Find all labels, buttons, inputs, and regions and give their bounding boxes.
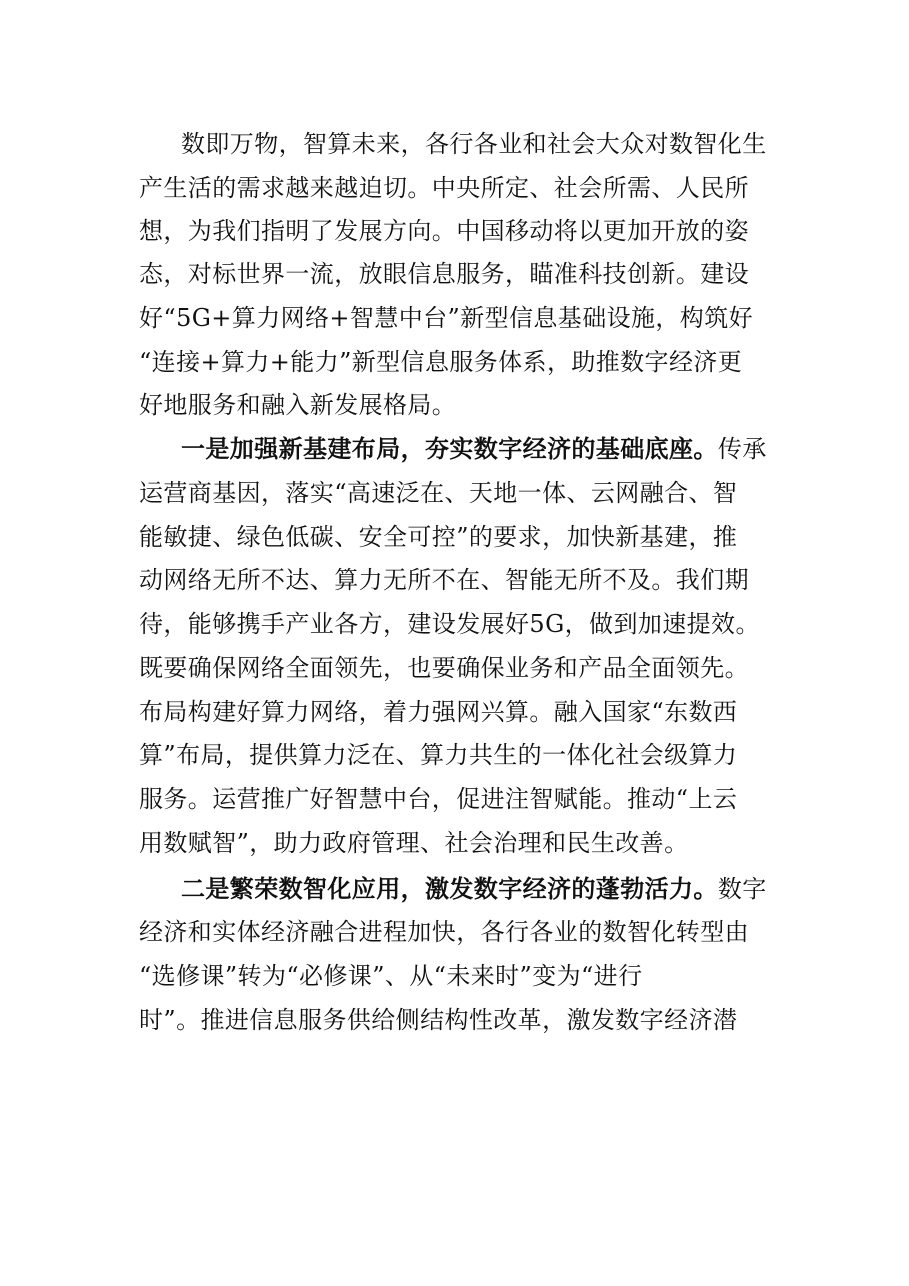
paragraph-line: 算”布局，提供算力泛在、算力共生的一体化社会级算力	[139, 741, 738, 769]
paragraph-line: 待，能够携手产业各方，建设发展好5G，做到加速提效。	[139, 610, 760, 638]
paragraph-line: “选修课”转为“必修课”、从“未来时”变为“进行	[139, 962, 643, 990]
paragraph-line: “连接+算力+能力”新型信息服务体系，助推数字经济更	[139, 348, 743, 376]
paragraph-line: 既要确保网络全面领先，也要确保业务和产品全面领先。	[139, 654, 749, 682]
paragraph-first-line	[181, 432, 767, 466]
paragraph-line: 服务。运营推广好智慧中台，促进注智赋能。推动“上云	[139, 785, 738, 813]
paragraph-line: 数即万物，智算未来，各行各业和社会大众对数智化生	[181, 130, 767, 158]
paragraph-line: 动网络无所不达、算力无所不在、智能无所不及。我们期	[139, 566, 749, 594]
paragraph-line: 想，为我们指明了发展方向。中国移动将以更加开放的姿	[139, 217, 749, 245]
paragraph-line: 能敏捷、绿色低碳、安全可控”的要求，加快新基建，推	[139, 523, 738, 551]
paragraph-heading: 一是加强新基建布局，夯实数字经济的基础底座。	[181, 434, 718, 463]
paragraph-line: 态，对标世界一流，放眼信息服务，瞄准科技创新。建设	[139, 260, 749, 288]
paragraph-line: 用数赋智”，助力政府管理、社会治理和民生改善。	[139, 829, 689, 857]
paragraph-line: 好“5G+算力网络+智慧中台”新型信息基础设施，构筑好	[139, 304, 753, 332]
paragraph-line: 时”。推进信息服务供给侧结构性改革，激发数字经济潜	[139, 1006, 738, 1034]
paragraph-line: 运营商基因，落实“高速泛在、天地一体、云网融合、智	[139, 479, 738, 507]
paragraph-line: 布局构建好算力网络，着力强网兴算。融入国家“东数西	[139, 698, 738, 726]
paragraph-line: 好地服务和融入新发展格局。	[139, 391, 457, 419]
paragraph-first-line	[181, 872, 767, 906]
paragraph-line: 经济和实体经济融合进程加快，各行各业的数智化转型由	[139, 918, 749, 946]
paragraph-line: 产生活的需求越来越迫切。中央所定、社会所需、人民所	[139, 174, 749, 202]
paragraph-heading: 二是繁荣数智化应用，激发数字经济的蓬勃活力。	[181, 874, 718, 903]
paragraph-first-line-rest: 传承	[717, 435, 767, 463]
paragraph-first-line-rest: 数字	[717, 875, 767, 903]
